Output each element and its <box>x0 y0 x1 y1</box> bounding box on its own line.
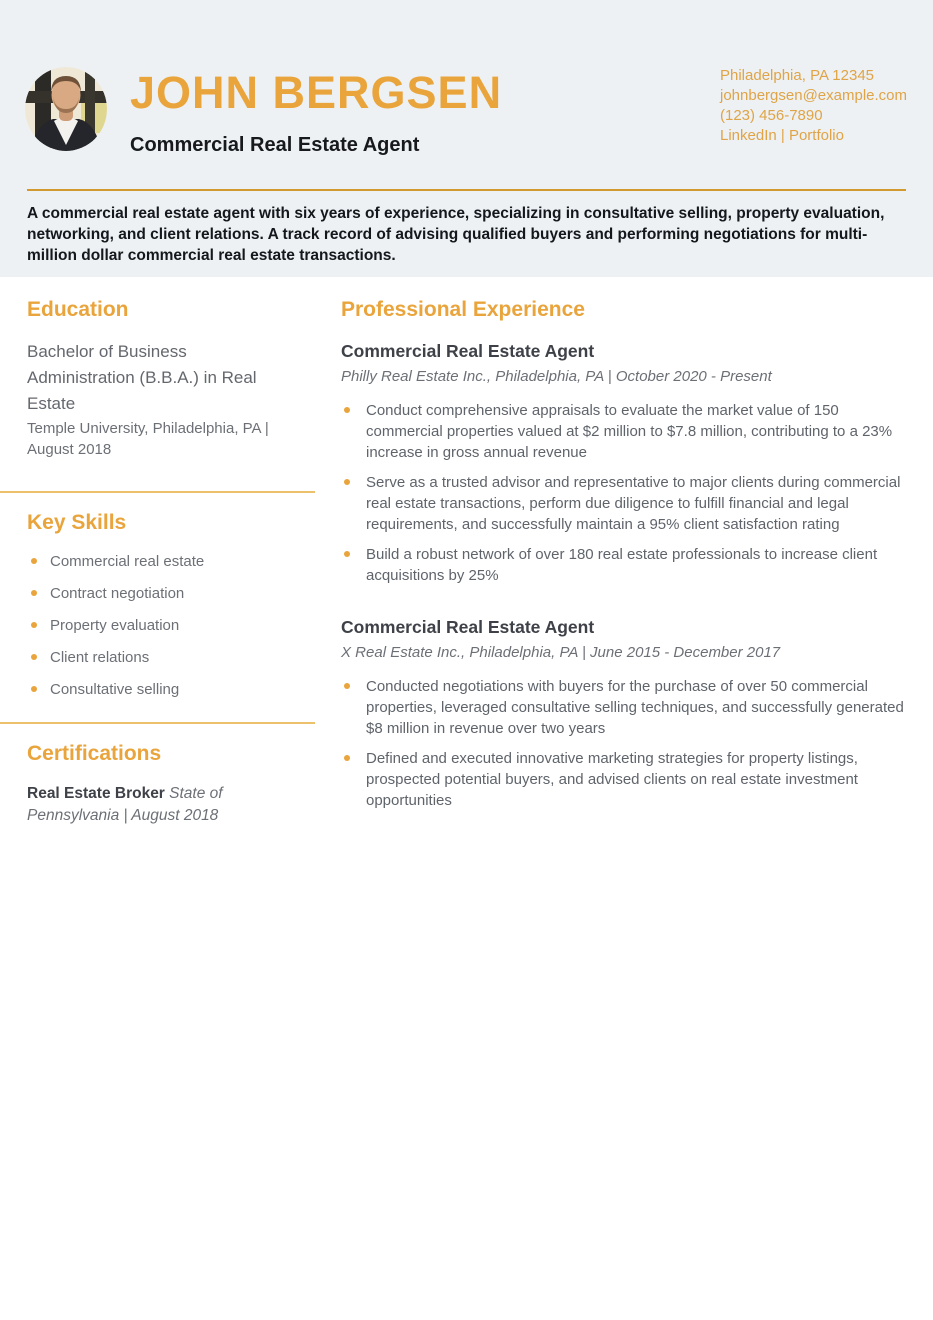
list-item <box>27 680 289 699</box>
skill-label: Property evaluation <box>50 617 180 634</box>
list-item <box>27 648 289 667</box>
list-item <box>341 472 907 535</box>
key-skills-heading: Key Skills <box>27 511 127 534</box>
contact-location: Philadelphia, PA 12345 <box>720 67 875 84</box>
page-title: JOHN BERGSEN <box>130 67 503 118</box>
job-meta: X Real Estate Inc., Philadelphia, PA | June 2015 - December 2017 <box>341 644 781 661</box>
skill-label: Commercial real estate <box>50 553 205 570</box>
education-degree: Bachelor of Business Administration (B.B.A.) in Real Estate <box>27 342 257 413</box>
bullet-icon <box>344 683 350 689</box>
header-divider <box>27 189 906 191</box>
main-content <box>0 277 933 827</box>
contact-email: johnbergsen@example.com <box>720 87 907 104</box>
job-bullets <box>341 400 907 586</box>
bullet-label: Conduct comprehensive appraisals to evaluate the market value of 150 commercial properties valued at $2 million to $7.8 million, contributing to a 23% increase in gross annual revenue <box>366 402 893 461</box>
bullet-label: Defined and executed innovative marketing strategies for property listings, prospected potential buyers, and advised clients on real estate investment opportunities <box>366 750 858 809</box>
section-professional-experience <box>341 298 907 827</box>
certification-entry <box>27 783 289 827</box>
list-item <box>27 552 289 571</box>
contact-block <box>720 66 907 146</box>
skill-list <box>27 552 289 699</box>
sidebar <box>0 298 315 827</box>
job-meta: Philly Real Estate Inc., Philadelphia, PA | October 2020 - Present <box>341 368 772 385</box>
identity-block <box>130 67 503 157</box>
header <box>0 0 933 277</box>
certification-details: State of Pennsylvania | August 2018 <box>27 785 223 824</box>
bullet-icon <box>31 590 37 596</box>
bullet-icon <box>344 479 350 485</box>
skill-label: Contract negotiation <box>50 585 185 602</box>
job-entry <box>341 341 907 586</box>
bullet-icon <box>344 551 350 557</box>
section-certifications <box>0 724 315 827</box>
bullet-label: Serve as a trusted advisor and representative to major clients during commercial real estate transactions, perform due diligence to fulfill financial and legal requirements, and successfully maintain a 95% client satisfaction rating <box>366 474 901 533</box>
education-heading: Education <box>27 298 129 321</box>
list-item <box>27 584 289 603</box>
job-entry <box>341 617 907 811</box>
contact-links[interactable]: LinkedIn | Portfolio <box>720 127 844 144</box>
contact-phone: (123) 456-7890 <box>720 107 823 124</box>
skill-label: Client relations <box>50 649 150 666</box>
bullet-icon <box>31 622 37 628</box>
job-bullets <box>341 676 907 811</box>
education-details: Temple University, Philadelphia, PA | August 2018 <box>27 420 269 458</box>
list-item <box>341 400 907 463</box>
profile-photo-image <box>25 67 107 151</box>
list-item <box>341 748 907 811</box>
list-item <box>341 676 907 739</box>
summary-paragraph: A commercial real estate agent with six years of experience, specializing in consultative selling, property evaluation, networking, and client relations. A track record of advising qualified buyers and performing negotiations for multi-million dollar commercial real estate transactions. <box>27 205 885 264</box>
certification-name: Real Estate Broker <box>27 785 170 802</box>
list-item <box>27 616 289 635</box>
bullet-icon <box>344 755 350 761</box>
bullet-label: Build a robust network of over 180 real estate professionals to increase client acquisitions by 25% <box>366 546 878 584</box>
list-item <box>341 544 907 586</box>
experience-heading: Professional Experience <box>341 298 585 321</box>
profile-photo <box>25 67 107 151</box>
certifications-heading: Certifications <box>27 742 162 765</box>
skill-label: Consultative selling <box>50 681 180 698</box>
section-education <box>0 298 315 460</box>
bullet-icon <box>31 654 37 660</box>
job-title: Commercial Real Estate Agent <box>341 617 595 637</box>
bullet-label: Conducted negotiations with buyers for the purchase of over 50 commercial properties, leveraged consultative selling techniques, and successfully generated $8 million in revenue over two years <box>366 678 904 737</box>
bullet-icon <box>31 686 37 692</box>
section-key-skills <box>0 493 315 699</box>
header-job-title: Commercial Real Estate Agent <box>130 134 420 156</box>
bullet-icon <box>344 407 350 413</box>
job-title: Commercial Real Estate Agent <box>341 341 595 361</box>
bullet-icon <box>31 558 37 564</box>
